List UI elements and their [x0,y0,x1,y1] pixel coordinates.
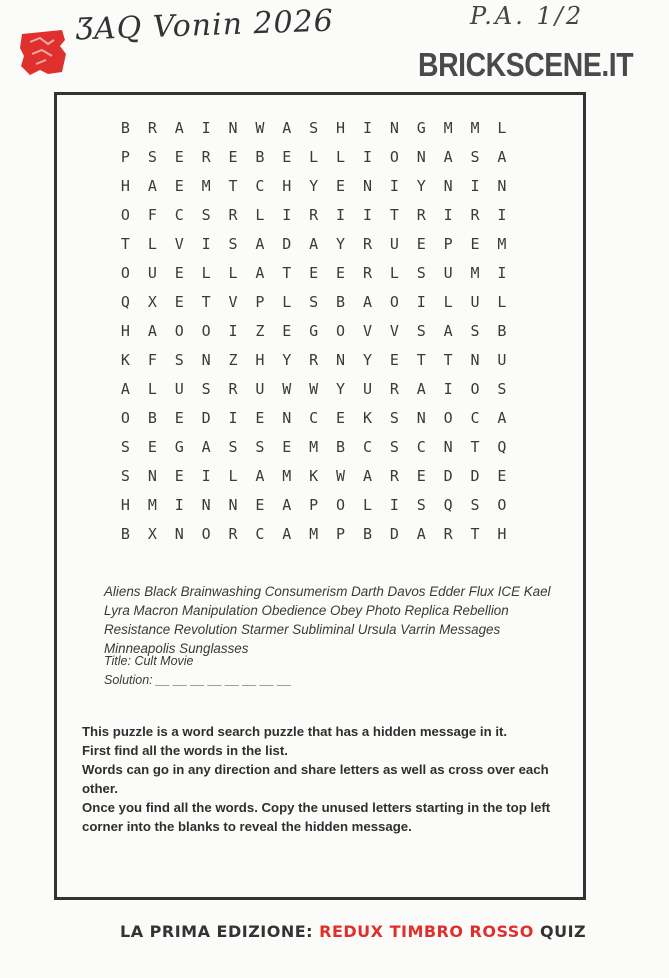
grid-letter: A [443,148,453,166]
grid-letter: E [174,467,184,485]
grid-letter: D [201,409,211,427]
grid-letter: Y [336,235,346,253]
grid-letter: S [120,467,130,485]
solution-line: Solution: __ __ __ __ __ __ __ __ [104,673,292,687]
grid-letter: B [497,322,507,340]
instructions [82,722,564,836]
grid-letter: O [389,293,399,311]
word-search-grid [112,118,515,553]
grid-letter: U [470,293,480,311]
grid-letter: R [309,351,319,369]
grid-letter: O [201,525,211,543]
grid-letter: C [416,438,426,456]
grid-letter: R [228,206,238,224]
grid-letter: K [120,351,130,369]
grid-letter: A [443,322,453,340]
grid-letter: C [174,206,184,224]
grid-letter: A [497,409,507,427]
grid-letter: F [147,206,157,224]
grid-letter: A [255,235,265,253]
grid-letter: E [174,409,184,427]
grid-letter: M [147,496,157,514]
grid-letter: E [336,177,346,195]
grid-letter: G [416,119,426,137]
footer-part-3: QUIZ [533,922,587,941]
grid-letter: R [389,380,399,398]
grid-letter: A [362,467,372,485]
grid-letter: Y [362,351,372,369]
grid-letter: B [147,409,157,427]
grid-letter: R [443,525,453,543]
grid-letter: L [255,206,265,224]
instruction-line: Once you find all the words. Copy the unused letters starting in the top left corner into the blanks to reveal the hidden message. [82,800,551,834]
grid-letter: P [336,525,346,543]
grid-letter: U [497,351,507,369]
grid-letter: L [362,496,372,514]
grid-letter: W [309,380,319,398]
grid-letter: K [362,409,372,427]
grid-letter: T [120,235,130,253]
grid-letter: S [416,322,426,340]
grid-letter: E [255,496,265,514]
grid-letter: N [174,525,184,543]
grid-letter: W [336,467,346,485]
grid-letter: I [443,380,453,398]
grid-letter: R [362,235,372,253]
grid-letter: P [120,148,130,166]
grid-letter: I [174,496,184,514]
grid-letter: I [470,177,480,195]
grid-letter: E [470,235,480,253]
grid-letter: G [174,438,184,456]
grid-letter: A [174,119,184,137]
grid-letter: C [309,409,319,427]
grid-letter: S [389,438,399,456]
grid-letter: N [497,177,507,195]
grid-letter: S [497,380,507,398]
word-list: Aliens Black Brainwashing Consumerism Darth Davos Edder Flux ICE Kael Lyra Macron Manipulation Obedience Obey Photo Replica Rebellion Resistance Revolution Starmer Subliminal Ursula Varrin Messages Minneapolis Sunglasses [104,584,551,656]
grid-letter: A [416,380,426,398]
grid-letter: Q [497,438,507,456]
grid-letter: B [362,525,372,543]
grid-letter: S [389,409,399,427]
grid-letter: N [336,351,346,369]
grid-letter: T [443,351,453,369]
grid-letter: T [470,438,480,456]
grid-letter: O [336,496,346,514]
grid-letter: U [362,380,372,398]
grid-letter: B [120,525,130,543]
grid-letter: S [228,235,238,253]
grid-letter: V [389,322,399,340]
brand-logo-text: BRICKSCENE.IT [418,46,634,83]
grid-letter: A [497,148,507,166]
footer-part-2: REDUX TIMBRO ROSSO [319,922,534,941]
grid-letter: L [228,467,238,485]
grid-letter: A [282,496,292,514]
grid-letter: O [120,206,130,224]
grid-letter: O [336,322,346,340]
grid-letter: N [362,177,372,195]
grid-letter: P [255,293,265,311]
grid-letter: B [255,148,265,166]
grid-letter: R [389,467,399,485]
grid-letter: S [201,380,211,398]
grid-letter: O [497,496,507,514]
grid-letter: A [147,322,157,340]
grid-letter: E [282,322,292,340]
grid-letter: S [147,148,157,166]
grid-letter: L [336,148,346,166]
grid-letter: S [201,206,211,224]
grid-letter: V [228,293,238,311]
grid-letter: Q [443,496,453,514]
grid-letter: R [228,380,238,398]
grid-letter: I [201,235,211,253]
grid-letter: R [201,148,211,166]
grid-letter: E [309,264,319,282]
grid-letter: A [201,438,211,456]
grid-letter: I [282,206,292,224]
grid-letter: P [443,235,453,253]
grid-letter: Z [228,351,238,369]
grid-letter: S [255,438,265,456]
grid-letter: O [120,409,130,427]
grid-letter: N [282,409,292,427]
grid-letter: S [470,322,480,340]
grid-letter: D [470,467,480,485]
grid-letter: I [228,409,238,427]
grid-letter: A [416,525,426,543]
grid-letter: E [416,235,426,253]
grid-letter: N [147,467,157,485]
grid-letter: I [336,206,346,224]
grid-letter: E [147,438,157,456]
grid-letter: L [497,293,507,311]
puzzle-title: Title: Cult Movie [104,654,194,668]
grid-letter: E [497,467,507,485]
footer-part-1: LA PRIMA EDIZIONE: [120,922,320,941]
grid-letter: L [201,264,211,282]
grid-letter: U [443,264,453,282]
grid-letter: I [389,496,399,514]
grid-letter: I [201,467,211,485]
grid-letter: E [336,409,346,427]
grid-letter: S [470,148,480,166]
grid-letter: D [389,525,399,543]
instruction-line: Words can go in any direction and share letters as well as cross over each other. [82,762,549,796]
grid-letter: R [470,206,480,224]
grid-letter: N [201,351,211,369]
grid-letter: S [120,438,130,456]
grid-letter: N [416,148,426,166]
grid-letter: A [282,525,292,543]
grid-letter: S [174,351,184,369]
grid-letter: E [255,409,265,427]
grid-letter: I [416,293,426,311]
grid-letter: R [309,206,319,224]
instruction-line: First find all the words in the list. [82,743,288,758]
grid-letter: B [120,119,130,137]
grid-letter: S [416,496,426,514]
page-number-note: P.A. 1/2 [470,2,585,30]
grid-letter: L [228,264,238,282]
grid-letter: A [362,293,372,311]
grid-letter: D [282,235,292,253]
grid-letter: H [120,322,130,340]
grid-letter: M [470,264,480,282]
grid-letter: I [389,177,399,195]
grid-letter: A [309,235,319,253]
grid-letter: Z [255,322,265,340]
grid-letter: T [228,177,238,195]
grid-letter: N [443,177,453,195]
grid-letter: N [443,438,453,456]
grid-letter: T [282,264,292,282]
grid-letter: Y [309,177,319,195]
grid-letter: H [120,496,130,514]
grid-letter: L [147,235,157,253]
grid-letter: X [147,293,157,311]
grid-letter: I [443,206,453,224]
grid-letter: U [147,264,157,282]
grid-letter: A [255,467,265,485]
grid-letter: L [443,293,453,311]
grid-letter: O [120,264,130,282]
grid-letter: O [201,322,211,340]
grid-letter: B [336,293,346,311]
grid-letter: I [497,264,507,282]
grid-letter: O [389,148,399,166]
grid-letter: Y [416,177,426,195]
grid-letter: B [336,438,346,456]
grid-letter: X [147,525,157,543]
grid-letter: M [201,177,211,195]
grid-letter: S [416,264,426,282]
grid-letter: P [309,496,319,514]
grid-letter: N [201,496,211,514]
grid-letter: I [362,206,372,224]
grid-letter: N [389,119,399,137]
grid-letter: V [362,322,372,340]
grid-letter: W [255,119,265,137]
grid-letter: E [174,293,184,311]
grid-letter: N [228,119,238,137]
grid-letter: M [470,119,480,137]
grid-letter: H [120,177,130,195]
grid-letter: C [255,177,265,195]
grid-letter: Y [336,380,346,398]
grid-letter: M [497,235,507,253]
grid-letter: R [416,206,426,224]
grid-letter: S [470,496,480,514]
grid-letter: C [362,438,372,456]
grid-letter: R [228,525,238,543]
grid-letter: A [120,380,130,398]
grid-letter: M [282,467,292,485]
grid-letter: E [416,467,426,485]
footer-title [120,922,586,941]
red-stamp-icon [18,26,68,78]
grid-letter: L [282,293,292,311]
grid-letter: E [282,148,292,166]
grid-letter: I [497,206,507,224]
grid-letter: N [470,351,480,369]
grid-letter: A [255,264,265,282]
grid-letter: H [497,525,507,543]
handwritten-note: ƷAQ Vonin 2026 [75,3,335,48]
grid-letter: M [309,525,319,543]
grid-letter: E [174,177,184,195]
grid-letter: C [470,409,480,427]
grid-letter: O [174,322,184,340]
grid-letter: R [147,119,157,137]
grid-letter: K [309,467,319,485]
grid-letter: Y [282,351,292,369]
grid-letter: M [309,438,319,456]
grid-letter: H [282,177,292,195]
grid-letter: T [201,293,211,311]
grid-letter: L [309,148,319,166]
grid-letter: A [147,177,157,195]
grid-letter: T [416,351,426,369]
grid-letter: S [309,119,319,137]
grid-letter: S [309,293,319,311]
grid-letter: I [362,119,372,137]
grid-letter: O [470,380,480,398]
grid-letter: C [255,525,265,543]
grid-letter: L [147,380,157,398]
grid-letter: I [228,322,238,340]
grid-letter: I [362,148,372,166]
grid-letter: W [282,380,292,398]
grid-letter: N [416,409,426,427]
grid-letter: Q [120,293,130,311]
grid-letter: U [389,235,399,253]
grid-letter: F [147,351,157,369]
grid-letter: U [255,380,265,398]
grid-letter: T [470,525,480,543]
grid-letter: O [443,409,453,427]
grid-letter: H [336,119,346,137]
grid-letter: L [389,264,399,282]
grid-letter: S [228,438,238,456]
grid-letter: E [228,148,238,166]
grid-letter: D [443,467,453,485]
grid-letter: A [282,119,292,137]
grid-letter: E [336,264,346,282]
grid-letter: T [389,206,399,224]
grid-letter: R [362,264,372,282]
grid-letter: H [255,351,265,369]
grid-letter: I [201,119,211,137]
grid-letter: E [389,351,399,369]
grid-letter: E [174,264,184,282]
grid-letter: N [228,496,238,514]
instruction-line: This puzzle is a word search puzzle that has a hidden message in it. [82,724,508,739]
grid-letter: M [443,119,453,137]
grid-letter: V [174,235,184,253]
grid-letter: L [497,119,507,137]
grid-letter: E [174,148,184,166]
grid-letter: G [309,322,319,340]
grid-letter: E [282,438,292,456]
grid-letter: U [174,380,184,398]
